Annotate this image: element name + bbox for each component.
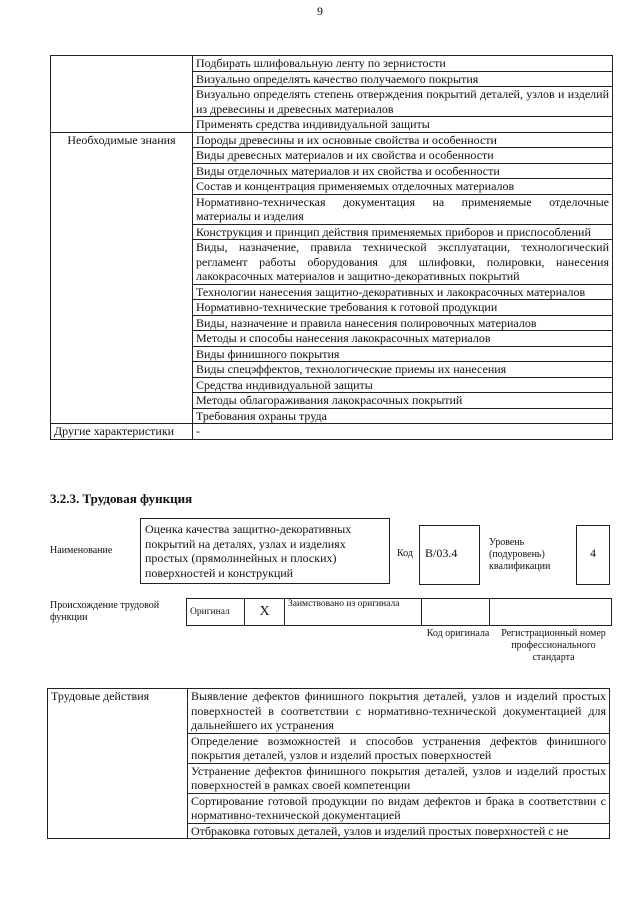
skills-row: Визуально определять степень отверждения покрытий деталей, узлов и изделий из древесины и древесных материалов (193, 87, 613, 117)
action-row: Сортирование готовой продукции по видам дефектов и брака в соответствии с нормативно-технической документацией (188, 793, 610, 823)
skills-label-cell (51, 56, 193, 133)
action-row: Выявление дефектов финишного покрытия деталей, узлов и изделий простых поверхностей в соответствии с нормативно-технической документацией для дальнейшего их устранения (188, 689, 610, 734)
knowledge-row: Нормативно-техническая документация на применяемые отделочные материалы и изделия (193, 194, 613, 224)
reg-caption: Регистрационный номер профессионального стандарта (501, 628, 606, 663)
actions-label: Трудовые действия (48, 689, 188, 839)
code-label: Код (397, 548, 413, 559)
knowledge-row: Средства индивидуальной защиты (193, 377, 613, 393)
knowledge-row: Породы древесины и их основные свойства и особенности (193, 132, 613, 148)
action-row: Отбраковка готовых деталей, узлов и изделий простых поверхностей с не (188, 823, 610, 839)
skills-row: Применять средства индивидуальной защиты (193, 117, 613, 133)
code-caption: Код оригинала (426, 628, 490, 639)
name-label: Наименование (50, 545, 113, 556)
knowledge-label: Необходимые знания (51, 132, 193, 424)
skills-row: Визуально определять качество получаемого покрытия (193, 71, 613, 87)
knowledge-row: Состав и концентрация применяемых отделочных материалов (193, 179, 613, 195)
borrowed-label: Заимствовано из оригинала (285, 599, 422, 626)
knowledge-row: Методы облагораживания лакокрасочных покрытий (193, 393, 613, 409)
knowledge-row: Виды спецэффектов, технологические приемы их нанесения (193, 362, 613, 378)
level-label: Уровень (подуровень) квалификации (489, 537, 551, 572)
skills-row: Подбирать шлифовальную ленту по зернистости (193, 56, 613, 72)
action-row: Устранение дефектов финишного покрытия деталей, узлов и изделий простых поверхностей в рамках своей компетенции (188, 763, 610, 793)
origin-table (186, 598, 612, 626)
knowledge-row: Виды, назначение и правила нанесения полировочных материалов (193, 315, 613, 331)
function-name: Оценка качества защитно-декоративных покрытий на деталях, узлах и изделиях простых (прямолинейных и плоских) поверхностей и конструкций (140, 518, 390, 584)
knowledge-table (50, 55, 613, 440)
knowledge-row: Требования охраны труда (193, 408, 613, 424)
action-row: Определение возможностей и способов устранения дефектов финишного покрытия деталей, узлов и изделий простых поверхностей (188, 733, 610, 763)
knowledge-row: Конструкция и принцип действия применяемых приборов и приспособлений (193, 224, 613, 240)
knowledge-row: Виды древесных материалов и их свойства и особенности (193, 148, 613, 164)
knowledge-row: Технологии нанесения защитно-декоративных и лакокрасочных материалов (193, 284, 613, 300)
knowledge-row: Виды отделочных материалов и их свойства и особенности (193, 163, 613, 179)
knowledge-row: Виды финишного покрытия (193, 346, 613, 362)
function-code: В/03.4 (419, 525, 480, 585)
origin-label: Происхождение трудовой функции (50, 600, 160, 623)
original-mark: X (245, 599, 285, 626)
section-title: 3.2.3. Трудовая функция (50, 491, 193, 506)
reg-number-cell (490, 599, 612, 626)
page-number: 9 (317, 4, 323, 18)
knowledge-row: Нормативно-технические требования к готовой продукции (193, 300, 613, 316)
other-label: Другие характеристики (51, 424, 193, 440)
actions-table (47, 688, 610, 839)
knowledge-row: Виды, назначение, правила технической эксплуатации, технологический регламент работы оборудования для шлифовки, полировки, нанесения лакокрасочных материалов и защитно-декоративных покрытий (193, 240, 613, 285)
other-value: - (193, 424, 613, 440)
original-code-cell (422, 599, 490, 626)
level-value: 4 (576, 525, 610, 585)
knowledge-row: Методы и способы нанесения лакокрасочных материалов (193, 331, 613, 347)
original-label: Оригинал (187, 599, 245, 626)
